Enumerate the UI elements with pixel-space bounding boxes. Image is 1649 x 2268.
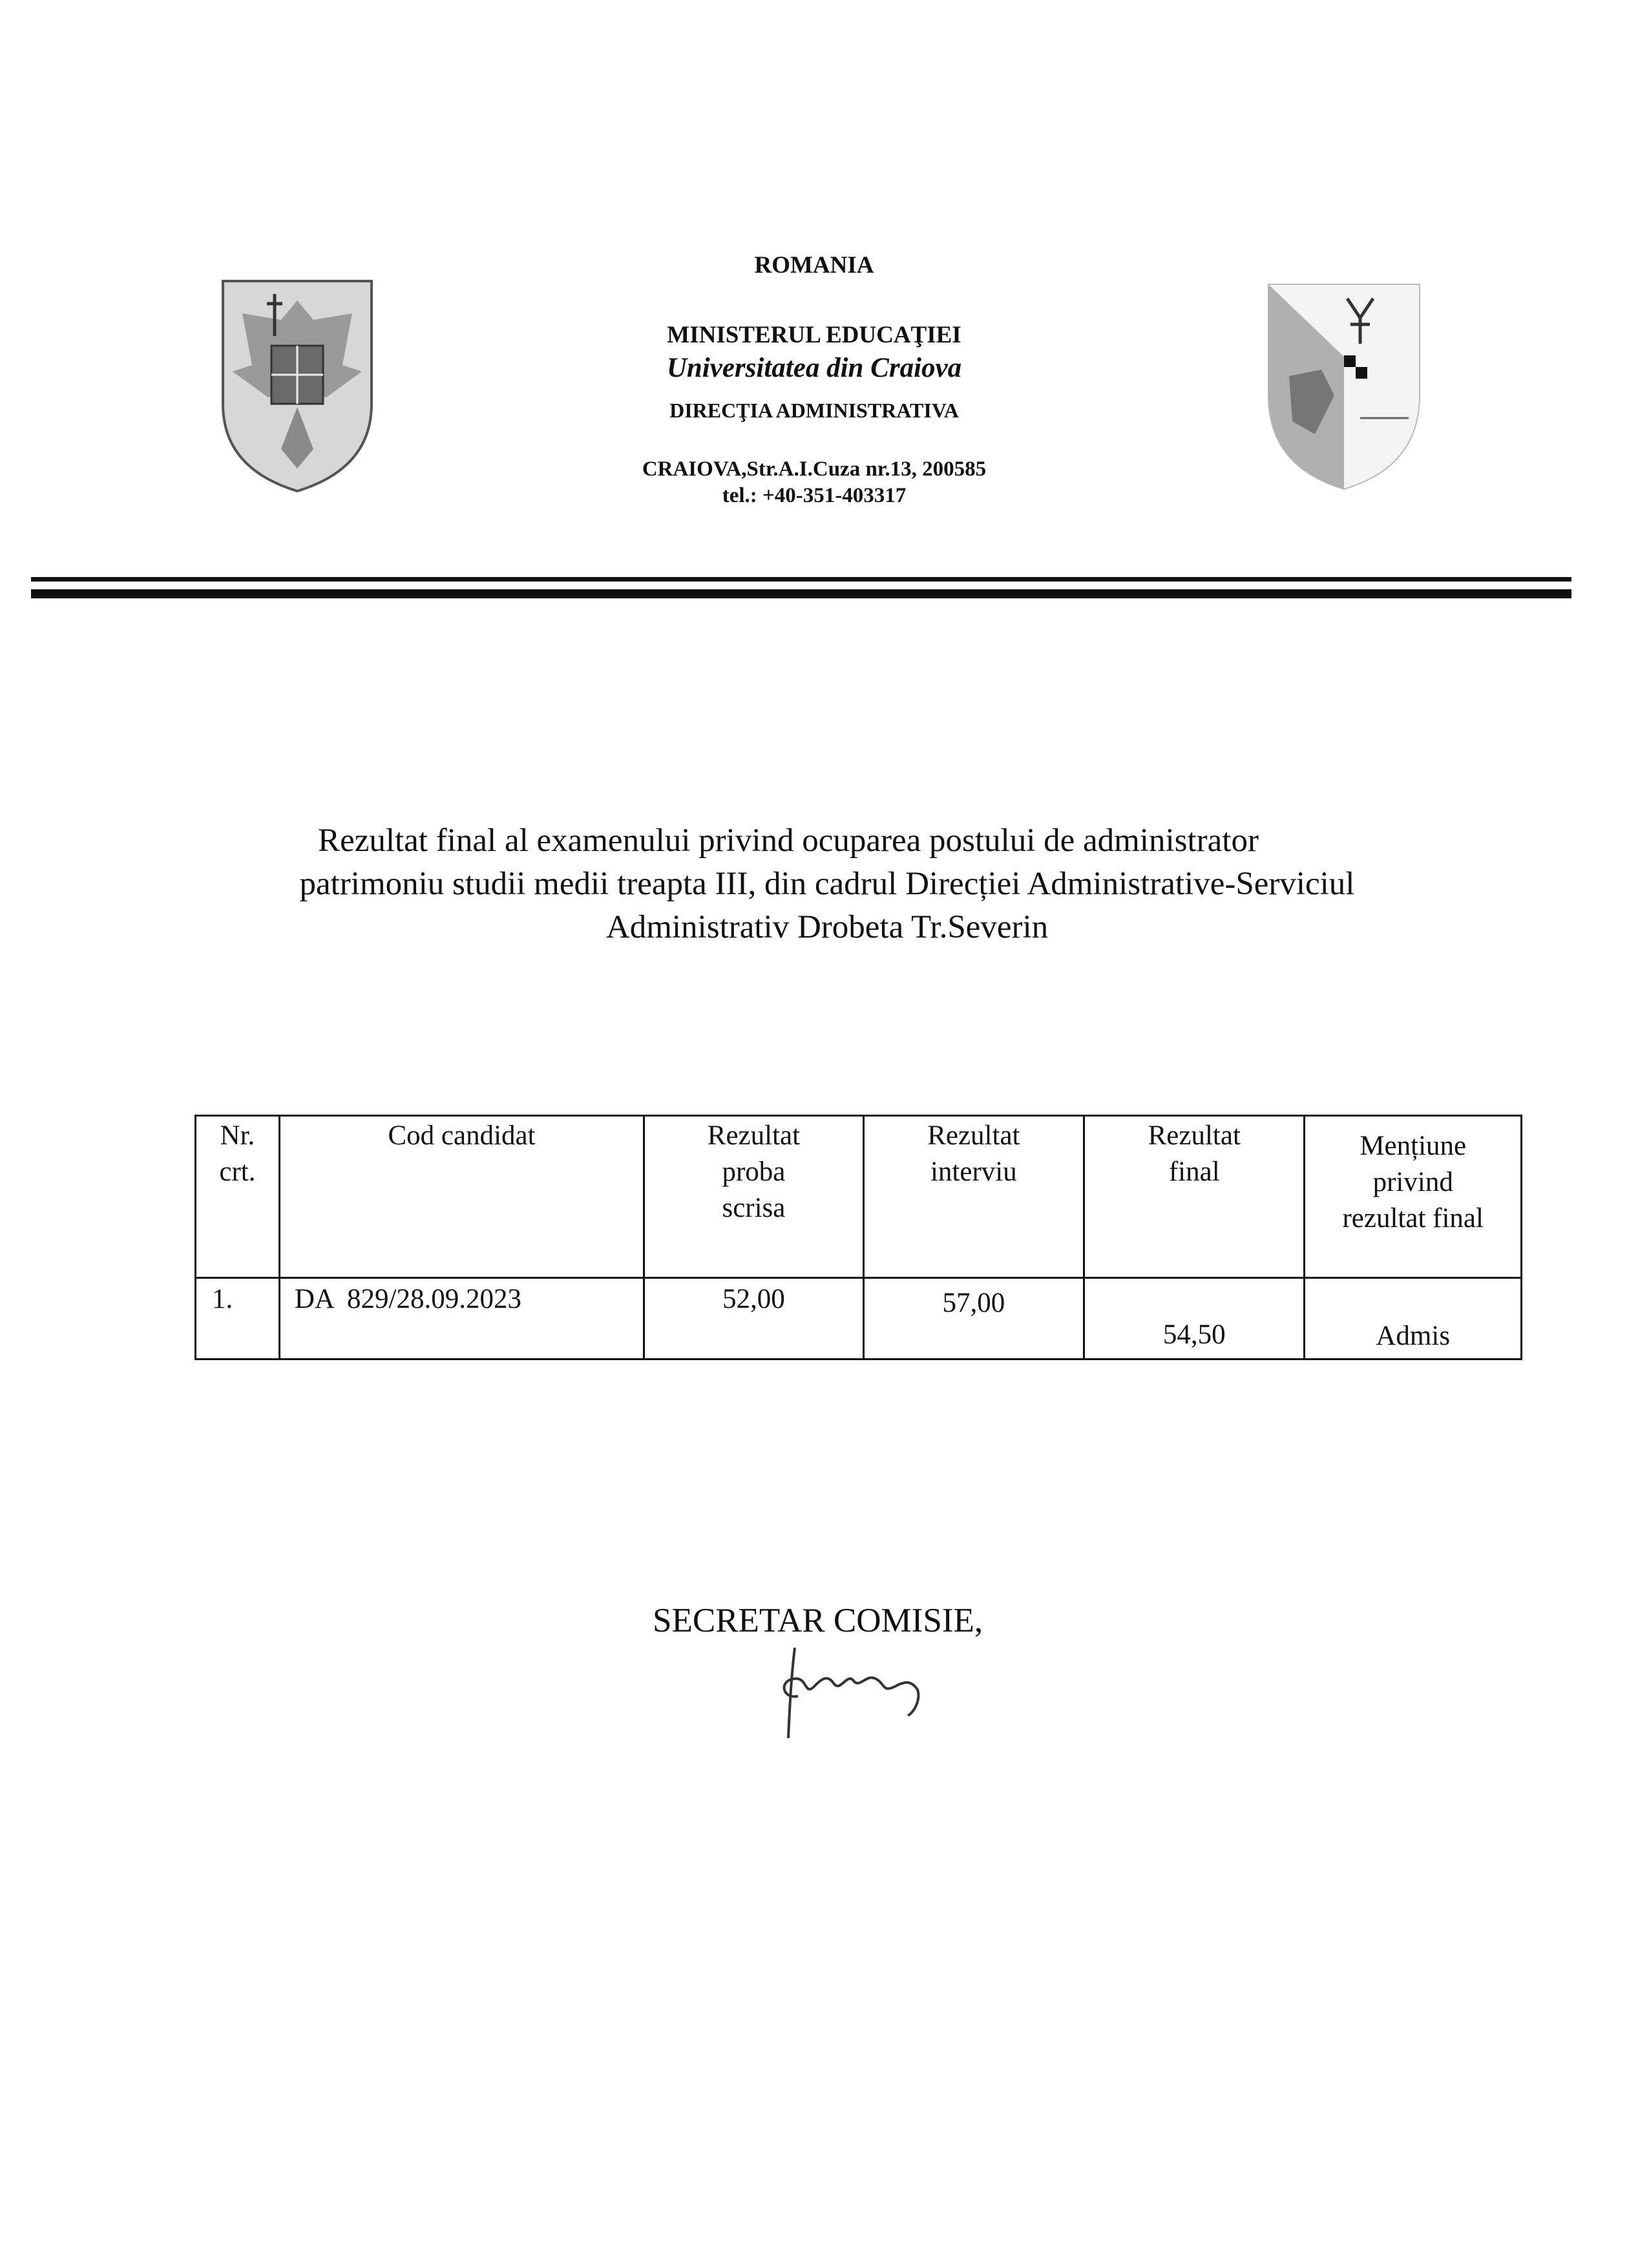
header-rule-thick — [31, 589, 1571, 598]
header-mentiune: Mențiune privind rezultat final — [1305, 1116, 1522, 1278]
header-phone: tel.: +40-351-403317 — [722, 484, 907, 507]
header-rule-thin — [31, 577, 1571, 582]
university-craiova-emblem-icon — [1263, 279, 1425, 492]
signature-icon — [769, 1635, 937, 1745]
romania-coat-of-arms-icon — [216, 275, 378, 494]
header-ministry: MINISTERUL EDUCAŢIEI — [667, 322, 961, 348]
cell-proba-scrisa: 52,00 — [644, 1278, 863, 1360]
header-address: CRAIOVA,Str.A.I.Cuza nr.13, 200585 — [642, 457, 987, 481]
table-header-row — [196, 1116, 1522, 1278]
header-department: DIRECŢIA ADMINISTRATIVA — [669, 399, 959, 422]
title-line-2: patrimoniu studii medii treapta III, din cadrul Direcției Administrative-Serviciul — [299, 866, 1355, 902]
cell-final: 54,50 — [1084, 1278, 1305, 1360]
cell-interviu: 57,00 — [863, 1278, 1084, 1360]
results-table — [194, 1115, 1522, 1360]
header-rezultat-final: Rezultat final — [1084, 1116, 1305, 1278]
document-title — [194, 819, 1460, 949]
title-line-3: Administrativ Drobeta Tr.Severin — [605, 909, 1049, 945]
header-university: Universitatea din Craiova — [666, 353, 962, 383]
table-row — [196, 1278, 1522, 1360]
title-line-1: Rezultat final al examenului privind ocuparea postului de administrator — [318, 823, 1259, 859]
header-nr-crt: Nr. crt. — [196, 1116, 280, 1278]
header-rezultat-proba-scrisa: Rezultat proba scrisa — [644, 1116, 863, 1278]
header-rezultat-interviu: Rezultat interviu — [863, 1116, 1084, 1278]
secretary-label: SECRETAR COMISIE, — [653, 1602, 983, 1639]
cell-nr: 1. — [196, 1278, 280, 1360]
cell-mentiune: Admis — [1305, 1278, 1522, 1360]
cell-cod-candidat: DA 829/28.09.2023 — [279, 1278, 644, 1360]
header-country: ROMANIA — [754, 252, 874, 278]
header-cod-candidat: Cod candidat — [279, 1116, 644, 1278]
